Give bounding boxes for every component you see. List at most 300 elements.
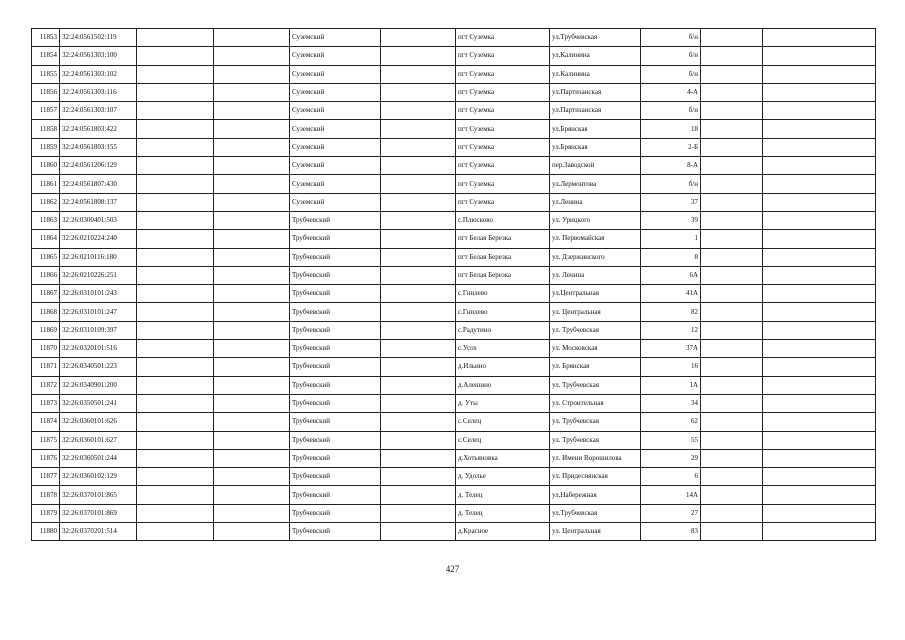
empty-cell	[214, 102, 290, 120]
empty-cell	[214, 303, 290, 321]
empty-cell	[381, 468, 456, 486]
row-number-cell: 11880	[32, 523, 60, 541]
empty-cell	[137, 431, 214, 449]
cadastral-number-cell: 32:24:0561303:102	[60, 65, 137, 83]
empty-cell	[137, 47, 214, 65]
empty-cell	[763, 340, 876, 358]
row-number-cell: 11873	[32, 394, 60, 412]
district-cell: Трубчевский	[290, 340, 381, 358]
empty-cell	[214, 486, 290, 504]
empty-cell	[763, 523, 876, 541]
cadastral-number-cell: 32:26:0340501:223	[60, 358, 137, 376]
cadastral-number-cell: 32:26:0320101:516	[60, 340, 137, 358]
house-number-cell: б/н	[641, 65, 701, 83]
house-number-cell: б/н	[641, 102, 701, 120]
table-row	[32, 449, 876, 467]
table-row	[32, 340, 876, 358]
page-number: 427	[445, 564, 460, 574]
street-cell: ул. Дзержинского	[550, 248, 641, 266]
empty-cell	[701, 358, 763, 376]
row-number-cell: 11858	[32, 120, 60, 138]
locality-cell: д.Красное	[456, 523, 550, 541]
cadastral-number-cell: 32:26:0360101:627	[60, 431, 137, 449]
empty-cell	[701, 468, 763, 486]
empty-cell	[137, 523, 214, 541]
house-number-cell: 8	[641, 248, 701, 266]
empty-cell	[137, 211, 214, 229]
empty-cell	[763, 120, 876, 138]
empty-cell	[763, 83, 876, 101]
empty-cell	[137, 248, 214, 266]
empty-cell	[701, 413, 763, 431]
house-number-cell: 34	[641, 394, 701, 412]
district-cell: Суземский	[290, 47, 381, 65]
empty-cell	[701, 29, 763, 47]
district-cell: Суземский	[290, 175, 381, 193]
locality-cell: пгт Суземка	[456, 29, 550, 47]
row-number-cell: 11863	[32, 211, 60, 229]
table-body	[32, 29, 876, 541]
street-cell: ул. Строительная	[550, 394, 641, 412]
empty-cell	[214, 211, 290, 229]
empty-cell	[381, 248, 456, 266]
empty-cell	[701, 230, 763, 248]
district-cell: Трубчевский	[290, 211, 381, 229]
row-number-cell: 11865	[32, 248, 60, 266]
empty-cell	[137, 29, 214, 47]
district-cell: Суземский	[290, 102, 381, 120]
empty-cell	[701, 102, 763, 120]
empty-cell	[763, 102, 876, 120]
house-number-cell: 1	[641, 230, 701, 248]
street-cell: ул. Трубчевская	[550, 376, 641, 394]
empty-cell	[137, 468, 214, 486]
locality-cell: д.Ильино	[456, 358, 550, 376]
empty-cell	[763, 376, 876, 394]
cadastral-number-cell: 32:26:0350501:241	[60, 394, 137, 412]
empty-cell	[381, 157, 456, 175]
district-cell: Трубчевский	[290, 523, 381, 541]
empty-cell	[381, 120, 456, 138]
empty-cell	[214, 248, 290, 266]
row-number-cell: 11875	[32, 431, 60, 449]
district-cell: Суземский	[290, 65, 381, 83]
empty-cell	[214, 157, 290, 175]
street-cell: ул.Трубчевская	[550, 29, 641, 47]
empty-cell	[701, 193, 763, 211]
street-cell: ул. Ленина	[550, 266, 641, 284]
table-row	[32, 65, 876, 83]
empty-cell	[137, 340, 214, 358]
empty-cell	[137, 358, 214, 376]
district-cell: Суземский	[290, 120, 381, 138]
cadastral-number-cell: 32:26:0300401:503	[60, 211, 137, 229]
empty-cell	[763, 468, 876, 486]
empty-cell	[701, 266, 763, 284]
table-row	[32, 376, 876, 394]
row-number-cell: 11870	[32, 340, 60, 358]
locality-cell: пгт Белая Березка	[456, 266, 550, 284]
row-number-cell: 11868	[32, 303, 60, 321]
house-number-cell: б/н	[641, 29, 701, 47]
empty-cell	[701, 303, 763, 321]
empty-cell	[381, 523, 456, 541]
street-cell: ул. Трубчевская	[550, 413, 641, 431]
table-row	[32, 285, 876, 303]
empty-cell	[701, 340, 763, 358]
locality-cell: с.Плюсково	[456, 211, 550, 229]
house-number-cell: 27	[641, 504, 701, 522]
table-row	[32, 504, 876, 522]
empty-cell	[701, 65, 763, 83]
locality-cell: пгт Суземка	[456, 157, 550, 175]
empty-cell	[763, 211, 876, 229]
table-row	[32, 83, 876, 101]
empty-cell	[381, 230, 456, 248]
cadastral-number-cell: 32:26:0370101:865	[60, 486, 137, 504]
locality-cell: д. Телец	[456, 504, 550, 522]
district-cell: Трубчевский	[290, 266, 381, 284]
house-number-cell: 37	[641, 193, 701, 211]
house-number-cell: 6А	[641, 266, 701, 284]
empty-cell	[381, 102, 456, 120]
locality-cell: пгт Суземка	[456, 193, 550, 211]
empty-cell	[701, 523, 763, 541]
cadastral-number-cell: 32:24:0561803:155	[60, 138, 137, 156]
table-row	[32, 303, 876, 321]
table-row	[32, 358, 876, 376]
district-cell: Трубчевский	[290, 486, 381, 504]
empty-cell	[214, 431, 290, 449]
empty-cell	[381, 358, 456, 376]
empty-cell	[381, 285, 456, 303]
empty-cell	[763, 321, 876, 339]
table-row	[32, 29, 876, 47]
empty-cell	[214, 230, 290, 248]
empty-cell	[381, 413, 456, 431]
empty-cell	[763, 138, 876, 156]
empty-cell	[701, 175, 763, 193]
empty-cell	[701, 248, 763, 266]
table-row	[32, 523, 876, 541]
empty-cell	[381, 266, 456, 284]
empty-cell	[137, 157, 214, 175]
empty-cell	[763, 175, 876, 193]
empty-cell	[381, 486, 456, 504]
empty-cell	[214, 83, 290, 101]
street-cell: ул.Калинина	[550, 65, 641, 83]
locality-cell: пгт Суземка	[456, 102, 550, 120]
row-number-cell: 11866	[32, 266, 60, 284]
district-cell: Трубчевский	[290, 285, 381, 303]
house-number-cell: 62	[641, 413, 701, 431]
street-cell: ул. Центральная	[550, 303, 641, 321]
table-row	[32, 321, 876, 339]
empty-cell	[701, 321, 763, 339]
locality-cell: д. Удолье	[456, 468, 550, 486]
empty-cell	[137, 266, 214, 284]
cadastral-number-cell: 32:26:0360102:129	[60, 468, 137, 486]
district-cell: Трубчевский	[290, 303, 381, 321]
locality-cell: с.Селец	[456, 413, 550, 431]
empty-cell	[214, 358, 290, 376]
house-number-cell: 83	[641, 523, 701, 541]
house-number-cell: б/н	[641, 175, 701, 193]
table-row	[32, 468, 876, 486]
house-number-cell: 14А	[641, 486, 701, 504]
row-number-cell: 11856	[32, 83, 60, 101]
district-cell: Трубчевский	[290, 468, 381, 486]
empty-cell	[137, 230, 214, 248]
district-cell: Суземский	[290, 29, 381, 47]
cadastral-number-cell: 32:24:0561803:422	[60, 120, 137, 138]
empty-cell	[701, 431, 763, 449]
cadastral-number-cell: 32:24:0561206:129	[60, 157, 137, 175]
empty-cell	[381, 211, 456, 229]
empty-cell	[137, 102, 214, 120]
empty-cell	[214, 340, 290, 358]
cadastral-number-cell: 32:26:0310101:243	[60, 285, 137, 303]
empty-cell	[381, 321, 456, 339]
district-cell: Трубчевский	[290, 321, 381, 339]
empty-cell	[214, 468, 290, 486]
empty-cell	[763, 413, 876, 431]
house-number-cell: 39	[641, 211, 701, 229]
empty-cell	[701, 486, 763, 504]
empty-cell	[381, 449, 456, 467]
house-number-cell: 12	[641, 321, 701, 339]
table-row	[32, 266, 876, 284]
empty-cell	[137, 65, 214, 83]
street-cell: ул. Урицкого	[550, 211, 641, 229]
locality-cell: с.Селец	[456, 431, 550, 449]
locality-cell: пгт Белая Березка	[456, 248, 550, 266]
cadastral-number-cell: 32:24:0561502:119	[60, 29, 137, 47]
row-number-cell: 11855	[32, 65, 60, 83]
empty-cell	[137, 120, 214, 138]
empty-cell	[763, 486, 876, 504]
row-number-cell: 11869	[32, 321, 60, 339]
row-number-cell: 11857	[32, 102, 60, 120]
cadastral-number-cell: 32:26:0210116:180	[60, 248, 137, 266]
empty-cell	[214, 65, 290, 83]
house-number-cell: 82	[641, 303, 701, 321]
empty-cell	[214, 523, 290, 541]
table-row	[32, 431, 876, 449]
district-cell: Трубчевский	[290, 358, 381, 376]
house-number-cell: 2-Б	[641, 138, 701, 156]
cadastral-number-cell: 32:26:0210224:240	[60, 230, 137, 248]
empty-cell	[701, 47, 763, 65]
empty-cell	[381, 193, 456, 211]
house-number-cell: 37А	[641, 340, 701, 358]
house-number-cell: 8-А	[641, 157, 701, 175]
empty-cell	[214, 29, 290, 47]
row-number-cell: 11862	[32, 193, 60, 211]
cadastral-number-cell: 32:26:0310101:247	[60, 303, 137, 321]
row-number-cell: 11853	[32, 29, 60, 47]
street-cell: ул.Трубчевская	[550, 504, 641, 522]
house-number-cell: 6	[641, 468, 701, 486]
street-cell: ул.Набережная	[550, 486, 641, 504]
district-cell: Трубчевский	[290, 431, 381, 449]
table-row	[32, 138, 876, 156]
empty-cell	[701, 211, 763, 229]
empty-cell	[763, 358, 876, 376]
row-number-cell: 11878	[32, 486, 60, 504]
table-row	[32, 394, 876, 412]
row-number-cell: 11854	[32, 47, 60, 65]
empty-cell	[214, 449, 290, 467]
locality-cell: пгт Суземка	[456, 120, 550, 138]
row-number-cell: 11872	[32, 376, 60, 394]
street-cell: ул.Калинина	[550, 47, 641, 65]
row-number-cell: 11879	[32, 504, 60, 522]
street-cell: ул. Московская	[550, 340, 641, 358]
empty-cell	[214, 285, 290, 303]
table-row	[32, 211, 876, 229]
empty-cell	[214, 266, 290, 284]
cadastral-number-cell: 32:26:0360101:626	[60, 413, 137, 431]
empty-cell	[381, 376, 456, 394]
empty-cell	[763, 303, 876, 321]
district-cell: Суземский	[290, 157, 381, 175]
empty-cell	[701, 449, 763, 467]
empty-cell	[763, 248, 876, 266]
row-number-cell: 11859	[32, 138, 60, 156]
street-cell: ул.Брянская	[550, 120, 641, 138]
house-number-cell: 1А	[641, 376, 701, 394]
empty-cell	[137, 321, 214, 339]
locality-cell: пгт Белая Березка	[456, 230, 550, 248]
locality-cell: с.Гнилево	[456, 285, 550, 303]
street-cell: ул.Центральная	[550, 285, 641, 303]
house-number-cell: 55	[641, 431, 701, 449]
empty-cell	[214, 376, 290, 394]
locality-cell: д.Хотьяновка	[456, 449, 550, 467]
empty-cell	[381, 504, 456, 522]
table-row	[32, 102, 876, 120]
table-row	[32, 486, 876, 504]
empty-cell	[381, 431, 456, 449]
district-cell: Трубчевский	[290, 413, 381, 431]
street-cell: пер.Заводской	[550, 157, 641, 175]
empty-cell	[381, 138, 456, 156]
empty-cell	[701, 120, 763, 138]
street-cell: ул. Трубчевская	[550, 321, 641, 339]
district-cell: Трубчевский	[290, 230, 381, 248]
empty-cell	[214, 321, 290, 339]
street-cell: ул. Брянская	[550, 358, 641, 376]
locality-cell: с.Радутино	[456, 321, 550, 339]
empty-cell	[763, 266, 876, 284]
table-row	[32, 413, 876, 431]
cadastral-number-cell: 32:24:0561808:137	[60, 193, 137, 211]
empty-cell	[214, 175, 290, 193]
empty-cell	[137, 303, 214, 321]
table-row	[32, 175, 876, 193]
row-number-cell: 11874	[32, 413, 60, 431]
empty-cell	[763, 65, 876, 83]
street-cell: ул.Ленина	[550, 193, 641, 211]
empty-cell	[701, 157, 763, 175]
house-number-cell: 41А	[641, 285, 701, 303]
locality-cell: с.Усох	[456, 340, 550, 358]
cadastral-number-cell: 32:26:0370101:869	[60, 504, 137, 522]
house-number-cell: 16	[641, 358, 701, 376]
locality-cell: д.Алешино	[456, 376, 550, 394]
locality-cell: с.Гнилево	[456, 303, 550, 321]
table-row	[32, 248, 876, 266]
empty-cell	[763, 193, 876, 211]
row-number-cell: 11871	[32, 358, 60, 376]
district-cell: Трубчевский	[290, 394, 381, 412]
empty-cell	[214, 120, 290, 138]
house-number-cell: б/н	[641, 47, 701, 65]
empty-cell	[137, 504, 214, 522]
cadastral-number-cell: 32:26:0370201:514	[60, 523, 137, 541]
street-cell: ул.Лермонтова	[550, 175, 641, 193]
street-cell: ул. Придеснянская	[550, 468, 641, 486]
locality-cell: пгт Суземка	[456, 83, 550, 101]
empty-cell	[214, 193, 290, 211]
district-cell: Трубчевский	[290, 449, 381, 467]
row-number-cell: 11876	[32, 449, 60, 467]
street-cell: ул.Партизанская	[550, 83, 641, 101]
locality-cell: пгт Суземка	[456, 175, 550, 193]
table-row	[32, 47, 876, 65]
street-cell: ул.Брянская	[550, 138, 641, 156]
table-row	[32, 157, 876, 175]
house-number-cell: 4-А	[641, 83, 701, 101]
district-cell: Трубчевский	[290, 376, 381, 394]
cadastral-number-cell: 32:24:0561303:107	[60, 102, 137, 120]
cadastral-number-cell: 32:24:0561303:116	[60, 83, 137, 101]
empty-cell	[137, 285, 214, 303]
street-cell: ул. Центральная	[550, 523, 641, 541]
street-cell: ул.Партизанская	[550, 102, 641, 120]
empty-cell	[763, 431, 876, 449]
district-cell: Трубчевский	[290, 504, 381, 522]
house-number-cell: 18	[641, 120, 701, 138]
empty-cell	[381, 175, 456, 193]
empty-cell	[763, 29, 876, 47]
row-number-cell: 11861	[32, 175, 60, 193]
locality-cell: пгт Суземка	[456, 138, 550, 156]
empty-cell	[137, 138, 214, 156]
empty-cell	[381, 47, 456, 65]
empty-cell	[381, 65, 456, 83]
empty-cell	[701, 138, 763, 156]
empty-cell	[214, 504, 290, 522]
empty-cell	[701, 376, 763, 394]
row-number-cell: 11864	[32, 230, 60, 248]
cadastral-number-cell: 32:26:0340901:200	[60, 376, 137, 394]
empty-cell	[214, 394, 290, 412]
cadastral-number-cell: 32:24:0561807:430	[60, 175, 137, 193]
empty-cell	[214, 413, 290, 431]
district-cell: Суземский	[290, 83, 381, 101]
row-number-cell: 11867	[32, 285, 60, 303]
empty-cell	[381, 83, 456, 101]
cadastral-number-cell: 32:26:0310109:397	[60, 321, 137, 339]
empty-cell	[137, 83, 214, 101]
house-number-cell: 29	[641, 449, 701, 467]
empty-cell	[381, 340, 456, 358]
empty-cell	[214, 138, 290, 156]
cadastral-number-cell: 32:26:0210226:251	[60, 266, 137, 284]
empty-cell	[763, 47, 876, 65]
